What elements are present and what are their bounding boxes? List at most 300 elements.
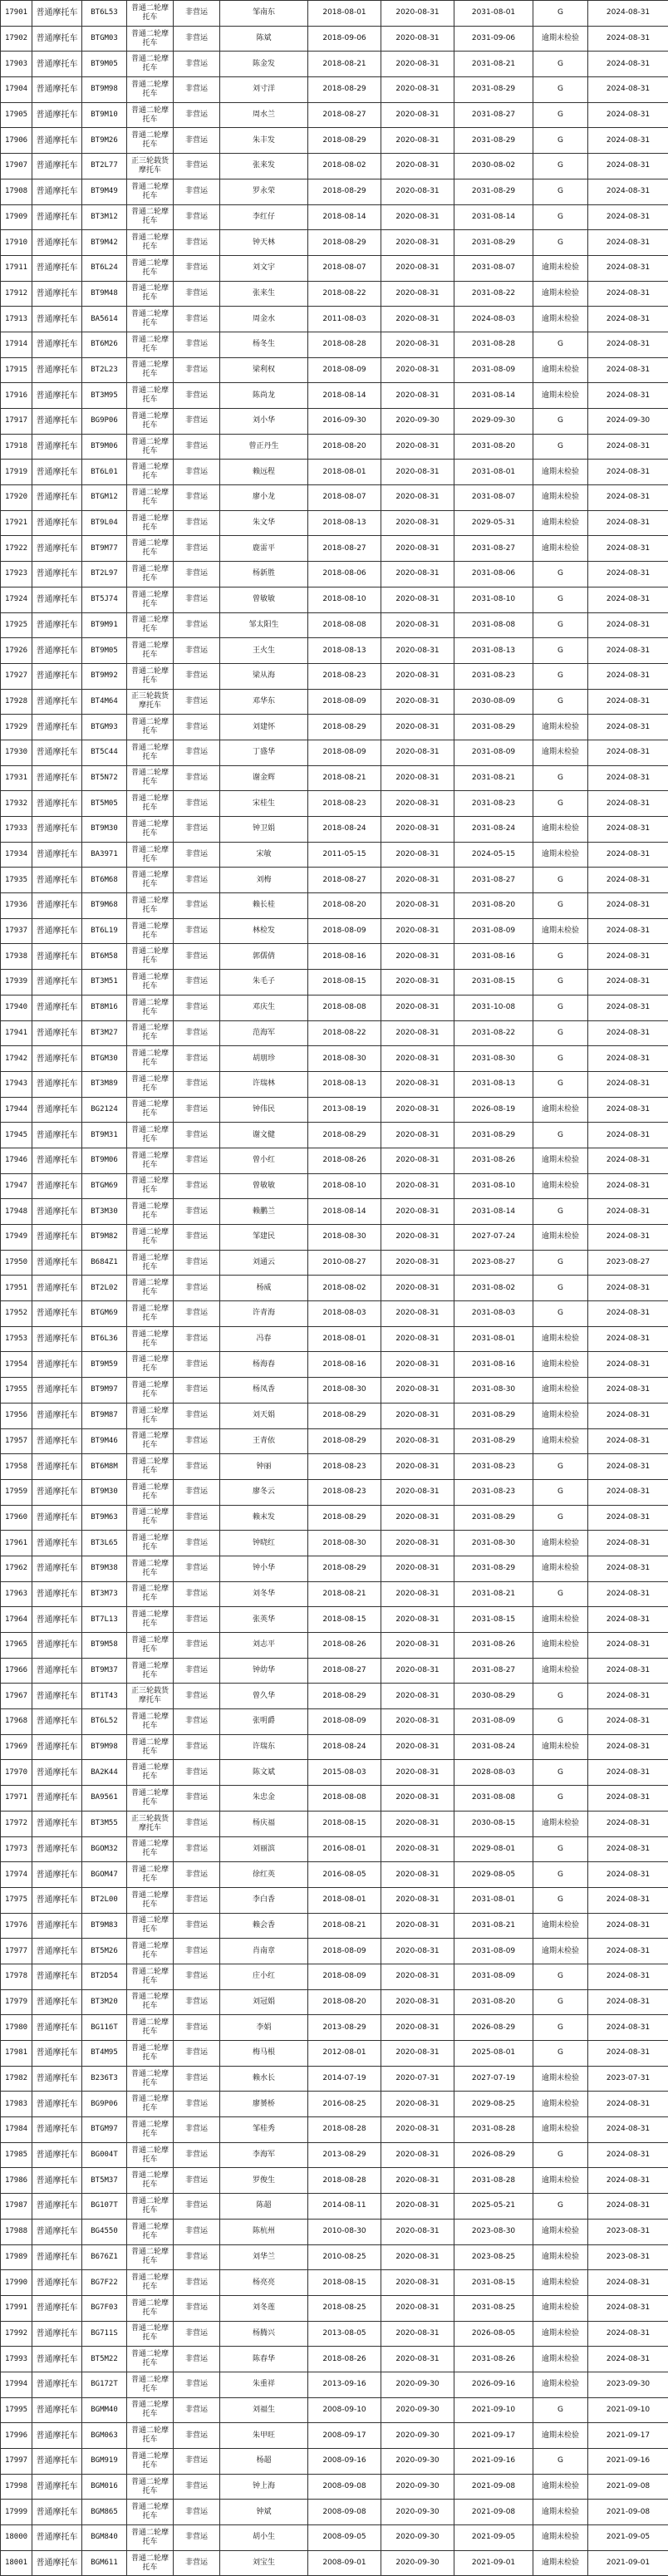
vehicle-class-cell: 普通摩托车 bbox=[32, 2066, 82, 2092]
seq-cell: 17992 bbox=[1, 2321, 32, 2347]
plate-cell: BT6L53 bbox=[82, 1, 127, 27]
table-row bbox=[1, 918, 668, 944]
valid-until-cell: 2031-08-23 bbox=[454, 791, 533, 817]
inspect-date-cell: 2020-08-31 bbox=[381, 1276, 454, 1301]
scrap-date-cell: 2024-08-31 bbox=[588, 1811, 668, 1836]
scrap-date-cell: 2024-08-31 bbox=[588, 1684, 668, 1709]
table-row bbox=[1, 1020, 668, 1046]
scrap-date-cell: 2024-08-31 bbox=[588, 383, 668, 409]
register-date-cell: 2018-08-16 bbox=[308, 1352, 381, 1378]
vehicle-class-cell: 普通摩托车 bbox=[32, 995, 82, 1020]
model-cell: 普通二轮摩托车 bbox=[127, 409, 174, 435]
scrap-date-cell: 2021-09-08 bbox=[588, 2474, 668, 2500]
inspect-date-cell: 2020-08-31 bbox=[381, 2295, 454, 2321]
plate-cell: BT5M26 bbox=[82, 1939, 127, 1964]
owner-cell: 刘寸洋 bbox=[220, 77, 308, 103]
seq-cell: 17986 bbox=[1, 2168, 32, 2194]
model-cell: 普通二轮摩托车 bbox=[127, 2219, 174, 2244]
valid-until-cell: 2031-08-30 bbox=[454, 1046, 533, 1072]
table-row bbox=[1, 791, 668, 817]
model-cell: 普通二轮摩托车 bbox=[127, 893, 174, 919]
use-cell: 非营运 bbox=[174, 307, 220, 332]
scrap-date-cell: 2024-08-31 bbox=[588, 2347, 668, 2372]
inspect-date-cell: 2020-08-31 bbox=[381, 944, 454, 970]
register-date-cell: 2018-08-14 bbox=[308, 383, 381, 409]
register-date-cell: 2018-08-10 bbox=[308, 1173, 381, 1199]
plate-cell: BT9M58 bbox=[82, 1633, 127, 1659]
inspect-date-cell: 2020-08-31 bbox=[381, 1225, 454, 1251]
scrap-date-cell: 2021-09-16 bbox=[588, 2449, 668, 2475]
table-row bbox=[1, 307, 668, 332]
scrap-date-cell: 2024-08-31 bbox=[588, 2295, 668, 2321]
status-cell: 逾期未检验 bbox=[533, 485, 588, 511]
inspect-date-cell: 2020-08-31 bbox=[381, 383, 454, 409]
vehicle-class-cell: 普通摩托车 bbox=[32, 1326, 82, 1352]
owner-cell: 刘福生 bbox=[220, 2397, 308, 2423]
vehicle-class-cell: 普通摩托车 bbox=[32, 1658, 82, 1684]
seq-cell: 17939 bbox=[1, 970, 32, 995]
plate-cell: BT5M22 bbox=[82, 2347, 127, 2372]
table-row bbox=[1, 2372, 668, 2397]
valid-until-cell: 2025-05-21 bbox=[454, 2194, 533, 2220]
owner-cell: 杨威 bbox=[220, 1276, 308, 1301]
valid-until-cell: 2026-08-05 bbox=[454, 2321, 533, 2347]
register-date-cell: 2018-08-22 bbox=[308, 281, 381, 307]
owner-cell: 徐红英 bbox=[220, 1862, 308, 1888]
table-row bbox=[1, 1148, 668, 1173]
vehicle-class-cell: 普通摩托车 bbox=[32, 1811, 82, 1836]
status-cell: 逾期未检验 bbox=[533, 1607, 588, 1633]
table-row bbox=[1, 2194, 668, 2220]
status-cell: 逾期未检验 bbox=[533, 2500, 588, 2525]
plate-cell: BT8M16 bbox=[82, 995, 127, 1020]
vehicle-class-cell: 普通摩托车 bbox=[32, 868, 82, 893]
inspect-date-cell: 2020-08-31 bbox=[381, 1786, 454, 1812]
scrap-date-cell: 2024-08-31 bbox=[588, 740, 668, 765]
inspect-date-cell: 2020-08-31 bbox=[381, 1964, 454, 1989]
scrap-date-cell: 2024-08-31 bbox=[588, 1301, 668, 1327]
inspect-date-cell: 2020-09-30 bbox=[381, 2449, 454, 2475]
owner-cell: 刘天娟 bbox=[220, 1403, 308, 1428]
vehicle-class-cell: 普通摩托车 bbox=[32, 1633, 82, 1659]
owner-cell: 钟天林 bbox=[220, 230, 308, 256]
plate-cell: BT9L04 bbox=[82, 510, 127, 536]
model-cell: 普通二轮摩托车 bbox=[127, 2397, 174, 2423]
use-cell: 非营运 bbox=[174, 2321, 220, 2347]
register-date-cell: 2018-08-08 bbox=[308, 1786, 381, 1812]
table-row bbox=[1, 1939, 668, 1964]
inspect-date-cell: 2020-08-31 bbox=[381, 154, 454, 179]
plate-cell: BT9M68 bbox=[82, 893, 127, 919]
valid-until-cell: 2031-08-21 bbox=[454, 765, 533, 791]
register-date-cell: 2008-09-10 bbox=[308, 2397, 381, 2423]
scrap-date-cell: 2024-08-31 bbox=[588, 1326, 668, 1352]
model-cell: 普通二轮摩托车 bbox=[127, 842, 174, 868]
valid-until-cell: 2029-08-01 bbox=[454, 1836, 533, 1862]
vehicle-class-cell: 普通摩托车 bbox=[32, 2092, 82, 2117]
status-cell: 逾期未检验 bbox=[533, 1097, 588, 1123]
register-date-cell: 2018-08-09 bbox=[308, 1964, 381, 1989]
scrap-date-cell: 2024-08-31 bbox=[588, 1428, 668, 1454]
table-row bbox=[1, 817, 668, 843]
plate-cell: BG9P06 bbox=[82, 409, 127, 435]
table-row bbox=[1, 2270, 668, 2296]
owner-cell: 杨海春 bbox=[220, 1352, 308, 1378]
register-date-cell: 2010-08-27 bbox=[308, 1250, 381, 1276]
use-cell: 非营运 bbox=[174, 1071, 220, 1097]
plate-cell: BT9M97 bbox=[82, 1378, 127, 1404]
inspect-date-cell: 2020-09-30 bbox=[381, 2525, 454, 2551]
table-row bbox=[1, 689, 668, 715]
register-date-cell: 2018-08-02 bbox=[308, 154, 381, 179]
owner-cell: 赖末发 bbox=[220, 1505, 308, 1531]
model-cell: 普通二轮摩托车 bbox=[127, 2117, 174, 2143]
plate-cell: BTGM30 bbox=[82, 1046, 127, 1072]
plate-cell: BG004T bbox=[82, 2142, 127, 2168]
plate-cell: BT7L13 bbox=[82, 1607, 127, 1633]
plate-cell: B684Z1 bbox=[82, 1250, 127, 1276]
vehicle-class-cell: 普通摩托车 bbox=[32, 307, 82, 332]
use-cell: 非营运 bbox=[174, 2500, 220, 2525]
table-row bbox=[1, 1887, 668, 1913]
plate-cell: BT5J74 bbox=[82, 587, 127, 612]
vehicle-class-cell: 普通摩托车 bbox=[32, 2244, 82, 2270]
vehicle-class-cell: 普通摩托车 bbox=[32, 434, 82, 460]
register-date-cell: 2018-08-28 bbox=[308, 2168, 381, 2194]
table-row bbox=[1, 332, 668, 357]
use-cell: 非营运 bbox=[174, 332, 220, 357]
table-row bbox=[1, 536, 668, 562]
use-cell: 非营运 bbox=[174, 562, 220, 587]
use-cell: 非营运 bbox=[174, 1939, 220, 1964]
valid-until-cell: 2026-08-29 bbox=[454, 2015, 533, 2041]
plate-cell: BGM919 bbox=[82, 2449, 127, 2475]
use-cell: 非营运 bbox=[174, 2347, 220, 2372]
model-cell: 普通二轮摩托车 bbox=[127, 1326, 174, 1352]
vehicle-class-cell: 普通摩托车 bbox=[32, 1734, 82, 1760]
scrap-date-cell: 2024-08-31 bbox=[588, 128, 668, 154]
use-cell: 非营运 bbox=[174, 281, 220, 307]
model-cell: 普通二轮摩托车 bbox=[127, 1, 174, 27]
status-cell: 逾期未检验 bbox=[533, 1658, 588, 1684]
use-cell: 非营运 bbox=[174, 1301, 220, 1327]
use-cell: 非营运 bbox=[174, 2270, 220, 2296]
inspect-date-cell: 2020-08-31 bbox=[381, 357, 454, 383]
vehicle-class-cell: 普通摩托车 bbox=[32, 52, 82, 77]
status-cell: G bbox=[533, 1479, 588, 1505]
owner-cell: 许瑞东 bbox=[220, 1734, 308, 1760]
plate-cell: BT9M98 bbox=[82, 77, 127, 103]
use-cell: 非营运 bbox=[174, 1633, 220, 1659]
table-row bbox=[1, 2550, 668, 2576]
status-cell: 逾期未检验 bbox=[533, 817, 588, 843]
table-row bbox=[1, 1173, 668, 1199]
plate-cell: BTGM69 bbox=[82, 1301, 127, 1327]
status-cell: G bbox=[533, 2449, 588, 2475]
valid-until-cell: 2031-08-21 bbox=[454, 1913, 533, 1939]
vehicle-class-cell: 普通摩托车 bbox=[32, 638, 82, 664]
scrap-date-cell: 2024-08-31 bbox=[588, 1148, 668, 1173]
inspect-date-cell: 2020-08-31 bbox=[381, 1250, 454, 1276]
inspect-date-cell: 2020-08-31 bbox=[381, 2321, 454, 2347]
seq-cell: 17937 bbox=[1, 918, 32, 944]
inspect-date-cell: 2020-08-31 bbox=[381, 1862, 454, 1888]
vehicle-class-cell: 普通摩托车 bbox=[32, 2321, 82, 2347]
table-row bbox=[1, 255, 668, 281]
valid-until-cell: 2031-08-28 bbox=[454, 2117, 533, 2143]
register-date-cell: 2018-08-23 bbox=[308, 791, 381, 817]
seq-cell: 17906 bbox=[1, 128, 32, 154]
register-date-cell: 2018-08-29 bbox=[308, 1556, 381, 1581]
scrap-date-cell: 2024-08-31 bbox=[588, 587, 668, 612]
status-cell: 逾期未检验 bbox=[533, 740, 588, 765]
vehicle-class-cell: 普通摩托车 bbox=[32, 1760, 82, 1786]
register-date-cell: 2018-08-27 bbox=[308, 868, 381, 893]
scrap-date-cell: 2021-09-05 bbox=[588, 2525, 668, 2551]
plate-cell: BGOM32 bbox=[82, 1836, 127, 1862]
scrap-date-cell: 2024-08-31 bbox=[588, 255, 668, 281]
seq-cell: 17951 bbox=[1, 1276, 32, 1301]
model-cell: 普通二轮摩托车 bbox=[127, 995, 174, 1020]
register-date-cell: 2008-09-16 bbox=[308, 2449, 381, 2475]
status-cell: G bbox=[533, 1250, 588, 1276]
register-date-cell: 2018-08-29 bbox=[308, 128, 381, 154]
seq-cell: 17958 bbox=[1, 1454, 32, 1480]
plate-cell: BT5M05 bbox=[82, 791, 127, 817]
use-cell: 非营运 bbox=[174, 689, 220, 715]
model-cell: 普通二轮摩托车 bbox=[127, 2194, 174, 2220]
vehicle-class-cell: 普通摩托车 bbox=[32, 255, 82, 281]
table-row bbox=[1, 2092, 668, 2117]
owner-cell: 李红仔 bbox=[220, 204, 308, 230]
table-row bbox=[1, 868, 668, 893]
table-row bbox=[1, 2347, 668, 2372]
register-date-cell: 2018-08-23 bbox=[308, 1454, 381, 1480]
status-cell: G bbox=[533, 2015, 588, 2041]
use-cell: 非营运 bbox=[174, 612, 220, 638]
scrap-date-cell: 2024-08-31 bbox=[588, 2168, 668, 2194]
valid-until-cell: 2031-08-29 bbox=[454, 1428, 533, 1454]
use-cell: 非营运 bbox=[174, 740, 220, 765]
vehicle-class-cell: 普通摩托车 bbox=[32, 1173, 82, 1199]
plate-cell: BT2L77 bbox=[82, 154, 127, 179]
use-cell: 非营运 bbox=[174, 2041, 220, 2067]
status-cell: 逾期未检验 bbox=[533, 255, 588, 281]
valid-until-cell: 2031-08-30 bbox=[454, 1378, 533, 1404]
vehicle-class-cell: 普通摩托车 bbox=[32, 1250, 82, 1276]
model-cell: 普通二轮摩托车 bbox=[127, 791, 174, 817]
owner-cell: 刘冬莲 bbox=[220, 2295, 308, 2321]
valid-until-cell: 2021-09-08 bbox=[454, 2474, 533, 2500]
register-date-cell: 2018-08-15 bbox=[308, 2270, 381, 2296]
plate-cell: BGM865 bbox=[82, 2500, 127, 2525]
table-row bbox=[1, 2397, 668, 2423]
owner-cell: 庄小红 bbox=[220, 1964, 308, 1989]
vehicle-class-cell: 普通摩托车 bbox=[32, 944, 82, 970]
owner-cell: 刘梅 bbox=[220, 868, 308, 893]
plate-cell: BT3M30 bbox=[82, 1199, 127, 1225]
valid-until-cell: 2031-08-23 bbox=[454, 1479, 533, 1505]
owner-cell: 肖南章 bbox=[220, 1939, 308, 1964]
inspect-date-cell: 2020-08-31 bbox=[381, 2194, 454, 2220]
valid-until-cell: 2031-08-20 bbox=[454, 1989, 533, 2015]
vehicle-class-cell: 普通摩托车 bbox=[32, 1378, 82, 1404]
scrap-date-cell: 2024-08-31 bbox=[588, 944, 668, 970]
inspect-date-cell: 2020-09-30 bbox=[381, 2397, 454, 2423]
inspect-date-cell: 2020-08-31 bbox=[381, 1811, 454, 1836]
model-cell: 普通二轮摩托车 bbox=[127, 562, 174, 587]
valid-until-cell: 2030-08-02 bbox=[454, 154, 533, 179]
plate-cell: BT6L19 bbox=[82, 918, 127, 944]
scrap-date-cell: 2024-08-31 bbox=[588, 2270, 668, 2296]
table-row bbox=[1, 1786, 668, 1812]
register-date-cell: 2018-08-16 bbox=[308, 944, 381, 970]
plate-cell: BT2L00 bbox=[82, 1887, 127, 1913]
use-cell: 非营运 bbox=[174, 1581, 220, 1607]
register-date-cell: 2018-08-09 bbox=[308, 357, 381, 383]
seq-cell: 17901 bbox=[1, 1, 32, 27]
seq-cell: 17948 bbox=[1, 1199, 32, 1225]
valid-until-cell: 2029-08-25 bbox=[454, 2092, 533, 2117]
table-row bbox=[1, 995, 668, 1020]
register-date-cell: 2018-08-30 bbox=[308, 1225, 381, 1251]
register-date-cell: 2016-08-01 bbox=[308, 1836, 381, 1862]
vehicle-class-cell: 普通摩托车 bbox=[32, 715, 82, 740]
owner-cell: 钟卫娟 bbox=[220, 817, 308, 843]
register-date-cell: 2018-08-20 bbox=[308, 1989, 381, 2015]
use-cell: 非营运 bbox=[174, 1684, 220, 1709]
scrap-date-cell: 2024-08-31 bbox=[588, 357, 668, 383]
model-cell: 普通二轮摩托车 bbox=[127, 1403, 174, 1428]
plate-cell: BT9M10 bbox=[82, 102, 127, 128]
owner-cell: 陈春华 bbox=[220, 2347, 308, 2372]
table-row bbox=[1, 1403, 668, 1428]
vehicle-class-cell: 普通摩托车 bbox=[32, 409, 82, 435]
inspect-date-cell: 2020-09-30 bbox=[381, 2550, 454, 2576]
inspect-date-cell: 2020-08-31 bbox=[381, 2168, 454, 2194]
inspect-date-cell: 2020-09-30 bbox=[381, 2474, 454, 2500]
inspect-date-cell: 2020-08-31 bbox=[381, 1, 454, 27]
plate-cell: BG9P06 bbox=[82, 2092, 127, 2117]
model-cell: 普通二轮摩托车 bbox=[127, 1556, 174, 1581]
status-cell: G bbox=[533, 1301, 588, 1327]
owner-cell: 宋敏 bbox=[220, 842, 308, 868]
model-cell: 普通二轮摩托车 bbox=[127, 1301, 174, 1327]
status-cell: 逾期未检验 bbox=[533, 2423, 588, 2449]
plate-cell: BT6L24 bbox=[82, 255, 127, 281]
vehicle-class-cell: 普通摩托车 bbox=[32, 2117, 82, 2143]
vehicle-class-cell: 普通摩托车 bbox=[32, 1020, 82, 1046]
valid-until-cell: 2031-08-09 bbox=[454, 357, 533, 383]
owner-cell: 朱重祥 bbox=[220, 2372, 308, 2397]
table-row bbox=[1, 1811, 668, 1836]
status-cell: G bbox=[533, 154, 588, 179]
inspect-date-cell: 2020-08-31 bbox=[381, 1123, 454, 1148]
scrap-date-cell: 2024-08-31 bbox=[588, 1939, 668, 1964]
valid-until-cell: 2021-09-01 bbox=[454, 2550, 533, 2576]
scrap-date-cell: 2024-08-31 bbox=[588, 2117, 668, 2143]
plate-cell: BT4M95 bbox=[82, 2041, 127, 2067]
model-cell: 普通二轮摩托车 bbox=[127, 2295, 174, 2321]
use-cell: 非营运 bbox=[174, 2474, 220, 2500]
scrap-date-cell: 2024-08-31 bbox=[588, 918, 668, 944]
owner-cell: 李娟 bbox=[220, 2015, 308, 2041]
table-row bbox=[1, 587, 668, 612]
inspect-date-cell: 2020-08-31 bbox=[381, 1352, 454, 1378]
inspect-date-cell: 2020-08-31 bbox=[381, 1939, 454, 1964]
table-row bbox=[1, 1199, 668, 1225]
plate-cell: BT3M27 bbox=[82, 1020, 127, 1046]
seq-cell: 17949 bbox=[1, 1225, 32, 1251]
table-row bbox=[1, 357, 668, 383]
inspect-date-cell: 2020-08-31 bbox=[381, 1734, 454, 1760]
table-row bbox=[1, 1071, 668, 1097]
use-cell: 非营运 bbox=[174, 1989, 220, 2015]
register-date-cell: 2018-08-13 bbox=[308, 638, 381, 664]
seq-cell: 17940 bbox=[1, 995, 32, 1020]
register-date-cell: 2011-08-03 bbox=[308, 307, 381, 332]
table-row bbox=[1, 2117, 668, 2143]
use-cell: 非营运 bbox=[174, 2142, 220, 2168]
plate-cell: BT9M48 bbox=[82, 281, 127, 307]
inspect-date-cell: 2020-08-31 bbox=[381, 1633, 454, 1659]
plate-cell: BT4M64 bbox=[82, 689, 127, 715]
table-row bbox=[1, 2015, 668, 2041]
owner-cell: 朱忠金 bbox=[220, 1786, 308, 1812]
owner-cell: 朱丰发 bbox=[220, 128, 308, 154]
model-cell: 普通二轮摩托车 bbox=[127, 2015, 174, 2041]
inspect-date-cell: 2020-08-31 bbox=[381, 1684, 454, 1709]
use-cell: 非营运 bbox=[174, 2168, 220, 2194]
valid-until-cell: 2031-08-09 bbox=[454, 1939, 533, 1964]
table-row bbox=[1, 409, 668, 435]
plate-cell: BT9M37 bbox=[82, 1658, 127, 1684]
status-cell: G bbox=[533, 179, 588, 204]
valid-until-cell: 2031-08-30 bbox=[454, 1531, 533, 1556]
seq-cell: 17963 bbox=[1, 1581, 32, 1607]
model-cell: 普通二轮摩托车 bbox=[127, 663, 174, 689]
vehicle-class-cell: 普通摩托车 bbox=[32, 1887, 82, 1913]
owner-cell: 刘志平 bbox=[220, 1633, 308, 1659]
plate-cell: BT1T43 bbox=[82, 1684, 127, 1709]
vehicle-class-cell: 普通摩托车 bbox=[32, 918, 82, 944]
seq-cell: 17954 bbox=[1, 1352, 32, 1378]
valid-until-cell: 2030-08-09 bbox=[454, 689, 533, 715]
valid-until-cell: 2023-08-25 bbox=[454, 2244, 533, 2270]
status-cell: G bbox=[533, 230, 588, 256]
owner-cell: 廖小龙 bbox=[220, 485, 308, 511]
scrap-date-cell: 2024-08-31 bbox=[588, 842, 668, 868]
inspect-date-cell: 2020-08-31 bbox=[381, 817, 454, 843]
model-cell: 普通二轮摩托车 bbox=[127, 1633, 174, 1659]
seq-cell: 17964 bbox=[1, 1607, 32, 1633]
table-row bbox=[1, 1225, 668, 1251]
model-cell: 普通二轮摩托车 bbox=[127, 1250, 174, 1276]
vehicle-class-cell: 普通摩托车 bbox=[32, 893, 82, 919]
valid-until-cell: 2026-08-19 bbox=[454, 1097, 533, 1123]
vehicle-class-cell: 普通摩托车 bbox=[32, 1428, 82, 1454]
status-cell: 逾期未检验 bbox=[533, 281, 588, 307]
inspect-date-cell: 2020-08-31 bbox=[381, 485, 454, 511]
seq-cell: 17956 bbox=[1, 1403, 32, 1428]
use-cell: 非营运 bbox=[174, 1020, 220, 1046]
table-row bbox=[1, 740, 668, 765]
scrap-date-cell: 2024-08-31 bbox=[588, 1505, 668, 1531]
status-cell: G bbox=[533, 663, 588, 689]
table-row bbox=[1, 1046, 668, 1072]
register-date-cell: 2018-08-21 bbox=[308, 1581, 381, 1607]
register-date-cell: 2010-08-25 bbox=[308, 2244, 381, 2270]
